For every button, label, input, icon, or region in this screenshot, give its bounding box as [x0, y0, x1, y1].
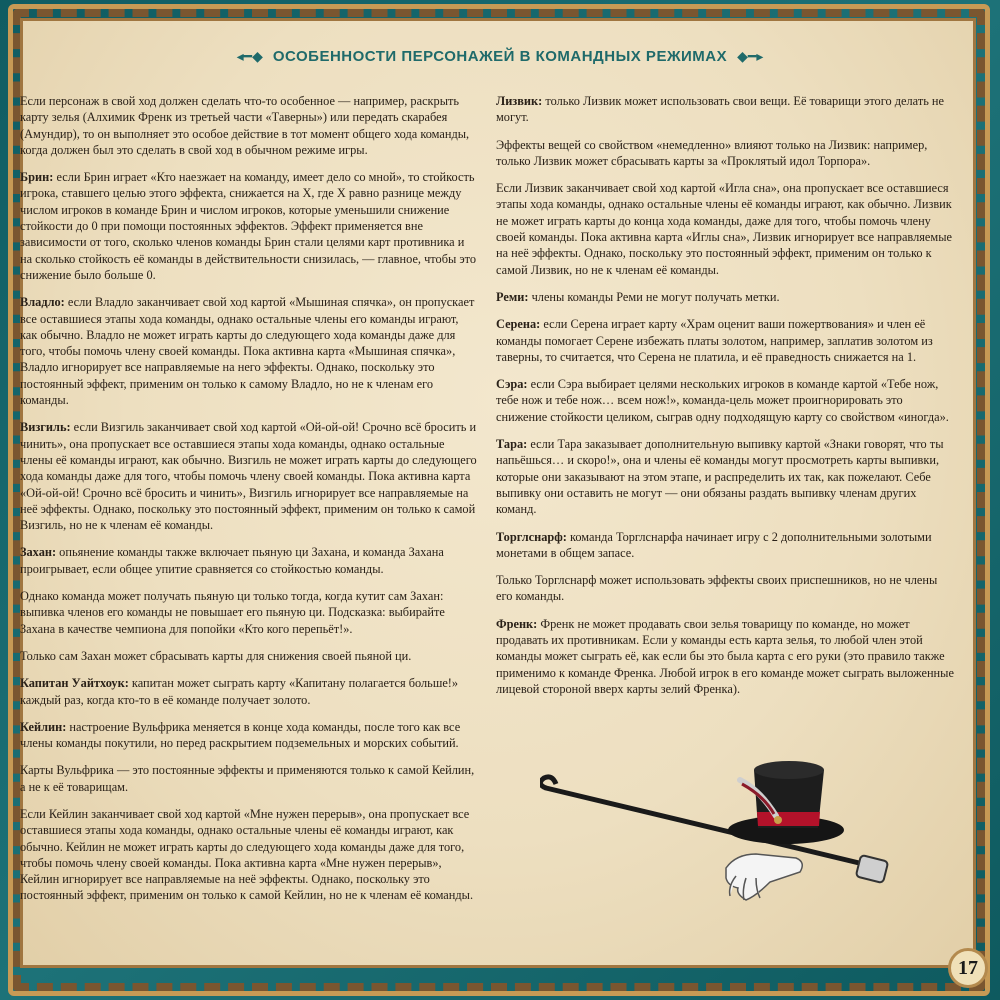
character-name: Брин: — [20, 170, 54, 185]
paragraph — [496, 93, 954, 126]
paragraph-text: настроение Вульфрика меняется в конце хода команды, после того как все члены команды покутили, но перед раскрытием подземельных и морских событий. — [20, 719, 461, 751]
paragraph-text: если Владло заканчивает свой ход картой «Мышиная спячка», он пропускает все оставшиеся этапы хода команды, однако остальные члены его команды играют, как обычно. Владло не может играть карты до следующего хода команды даже для того, чтобы помочь члену своей команды. Пока активна карта «Мышиная спячка», Владло игнорирует все направляемые на него эффекты. Однако, поскольку это постоянный эффект, применим он только к самому Владло, но не к членам его команды. — [20, 295, 475, 408]
paragraph-text: если Сэра выбирает целями нескольких игроков в команде картой «Тебе нож, тебе нож и тебе нож… всем нож!», команда-цель может проигнорировать это снижение стойкости целиком, сыграв одну подходящую карту со свойством «иногда». — [496, 377, 949, 424]
paragraph-text: если Серена играет карту «Храм оценит ваши пожертвования» и член её команды помогает Серене избежать платы золотом, например, заплатив золотом из таверны, то считается, что Серена не платила, и её праведность снижается на 1. — [496, 317, 933, 364]
paragraph — [496, 436, 954, 517]
page-title: ОСОБЕННОСТИ ПЕРСОНАЖЕЙ В КОМАНДНЫХ РЕЖИМАХ — [272, 48, 728, 65]
title-ornament-right-icon: ◆━▸ — [737, 50, 764, 65]
paragraph — [20, 93, 478, 158]
paragraph — [20, 294, 478, 408]
paragraph — [20, 648, 478, 664]
paragraph-text: команда Торглснарфа начинает игру с 2 дополнительными золотыми монетами в общем запасе. — [496, 529, 932, 560]
paragraph-text: если Брин играет «Кто наезжает на команду, имеет дело со мной», то стойкость игрока, ставшего целью этого эффекта, снижается на X, где X равно разнице между числом игроков в команде Брин и числом игроков, которые уменьшили снижение стойкости до 0 при помощи постоянных эффектов. Эффект применяется вне зависимости от того, сколько членов команды Брин стали целями карт противника и на сколько стойкость её команды в действительности снизилась, — главное, чтобы это снижение было больше 0. — [20, 170, 477, 282]
paragraph-text: Если Кейлин заканчивает свой ход картой «Мне нужен перерыв», она пропускает все оставшиеся этапы хода команды, однако остальные члены её команды играют, как обычно. Кейлин не может играть карты до следующего хода команды даже для того, чтобы помочь члену своей команды. Пока активна карта «Мне нужен перерыв», Кейлин игнорирует все направляемые на неё эффекты. Однако, поскольку это постоянный эффект, применим он только к самой Кейлин, но не к членам её команды. — [20, 806, 474, 903]
right-column — [496, 93, 954, 708]
paragraph — [496, 289, 954, 305]
paragraph-text: Эффекты вещей со свойством «немедленно» влияют только на Лизвик: например, только Лизвик может сбрасывать карты за «Проклятый идол Торпора». — [496, 137, 928, 168]
character-name: Серена: — [496, 317, 541, 332]
character-name: Лизвик: — [496, 94, 543, 108]
paragraph-text: Если персонаж в свой ход должен сделать что-то особенное — например, раскрыть карту зелья (Алхимик Френк из третьей части «Таверны») или передать скарабея (Амундир), то он выполняет это особое действие в тот момент общего хода команды, когда должен был это сделать в свой ход в обычном режиме игры. — [20, 94, 470, 157]
paragraph-text: члены команды Реми не могут получать метки. — [528, 289, 780, 304]
paragraph-text: Если Лизвик заканчивает свой ход картой «Игла сна», она пропускает все оставшиеся этапы хода команды, однако остальные члены её команды играют, как обычно. Лизвик не может играть карты до конца хода команды, даже для того, чтобы помочь члену своей команды. Пока активна карта «Иглы сна», Лизвик игнорирует все направляемые на неё эффекты. Однако, поскольку это постоянный эффект, применим он только к самой Лизвик, но не к членам её команды. — [496, 181, 952, 277]
paragraph-text: если Тара заказывает дополнительную выпивку картой «Знаки говорят, что ты напьёшься… и скоро!», она и члены её команды могут просмотреть карты выпивки, которые они заказывают на этом этапе, и распределить их так, как пожелают. Себе выпивку они оставить не могут — они обязаны раздать выпивку членам других команд. — [496, 437, 944, 517]
title-ornament-left-icon: ◂━◆ — [236, 50, 263, 65]
paragraph-text: Только Торглснарф может использовать эффекты своих приспешников, но не члены его команды. — [496, 573, 938, 604]
paragraph-text: опьянение команды также включает пьяную ци Захана, и команда Захана проигрывает, если общее упитие сравняется со стойкостью команды. — [20, 545, 444, 576]
paragraph — [20, 169, 478, 283]
character-name: Капитан Уайтхоук: — [20, 676, 129, 691]
paragraph — [496, 316, 954, 365]
paragraph — [496, 180, 954, 278]
top-hat-icon — [728, 761, 844, 844]
character-name: Торглснарф: — [496, 529, 567, 544]
paragraph — [496, 572, 954, 605]
paragraph-text: Френк не может продавать свои зелья товарищу по команде, но может продавать их противникам. Если у команды есть карта зелья, то любой член этой команды может сыграть её, как если бы это была карта с его руки (это правило также применимо к команде Френка. Любой игрок в его команде может сыграть выложенные лицевой стороной вверх карты зелий Френка). — [496, 616, 954, 696]
paragraph — [20, 675, 478, 708]
character-name: Кейлин: — [20, 719, 67, 734]
paragraph — [20, 544, 478, 577]
paragraph — [20, 588, 478, 637]
paragraph — [20, 719, 478, 752]
paragraph — [496, 376, 954, 425]
paragraph-text: только Лизвик может использовать свои вещи. Её товарищи этого делать не могут. — [496, 94, 945, 125]
paragraph — [496, 529, 954, 562]
paragraph — [20, 419, 478, 533]
paragraph-text: Только сам Захан может сбрасывать карты для снижения своей пьяной ци. — [20, 648, 412, 663]
paragraph-text: Однако команда может получать пьяную ци только тогда, когда кутит сам Захан: выпивка членов его команды не повышает его пьяную ци. Подсказка: выбирайте Захана в качестве чемпиона для попойки «Кто кого перепьёт!». — [20, 589, 445, 636]
paragraph-text: если Визгиль заканчивает свой ход картой «Ой-ой-ой! Срочно всё бросить и чинить», она пропускает все оставшиеся этапы хода команды, однако остальные члены её команды играют, как обычно. Визгиль не может играть карты до следующего хода команды даже для того, чтобы помочь члену своей команды. Пока активна карта «Ой-ой-ой! Срочно всё бросить и чинить», Визгиль игнорирует все направляемые на неё эффекты. Однако, поскольку это постоянный эффект, применим он только к самой Визгиль, но не к членам её команды. — [20, 420, 477, 533]
character-name: Владло: — [20, 295, 65, 310]
left-column — [20, 93, 478, 915]
character-name: Френк: — [496, 616, 538, 631]
paragraph — [20, 762, 478, 795]
character-name: Тара: — [496, 437, 528, 452]
gloves-icon — [726, 854, 802, 900]
character-name: Реми: — [496, 289, 529, 304]
page-number: 17 — [948, 948, 988, 988]
paragraph — [20, 806, 478, 904]
character-name: Сэра: — [496, 377, 528, 392]
title-bar — [0, 48, 1000, 66]
paragraph-text: Карты Вульфрика — это постоянные эффекты и применяются только к самой Кейлин, а не к её товарищам. — [20, 763, 475, 794]
character-name: Визгиль: — [20, 420, 71, 435]
paragraph — [496, 137, 954, 170]
paragraph — [496, 616, 954, 697]
top-hat-and-cane-illustration — [540, 740, 900, 940]
character-name: Захан: — [20, 545, 57, 560]
paragraph-text: капитан может сыграть карту «Капитану полагается больше!» каждый раз, когда кто-то в её команде получает золото. — [20, 676, 459, 707]
